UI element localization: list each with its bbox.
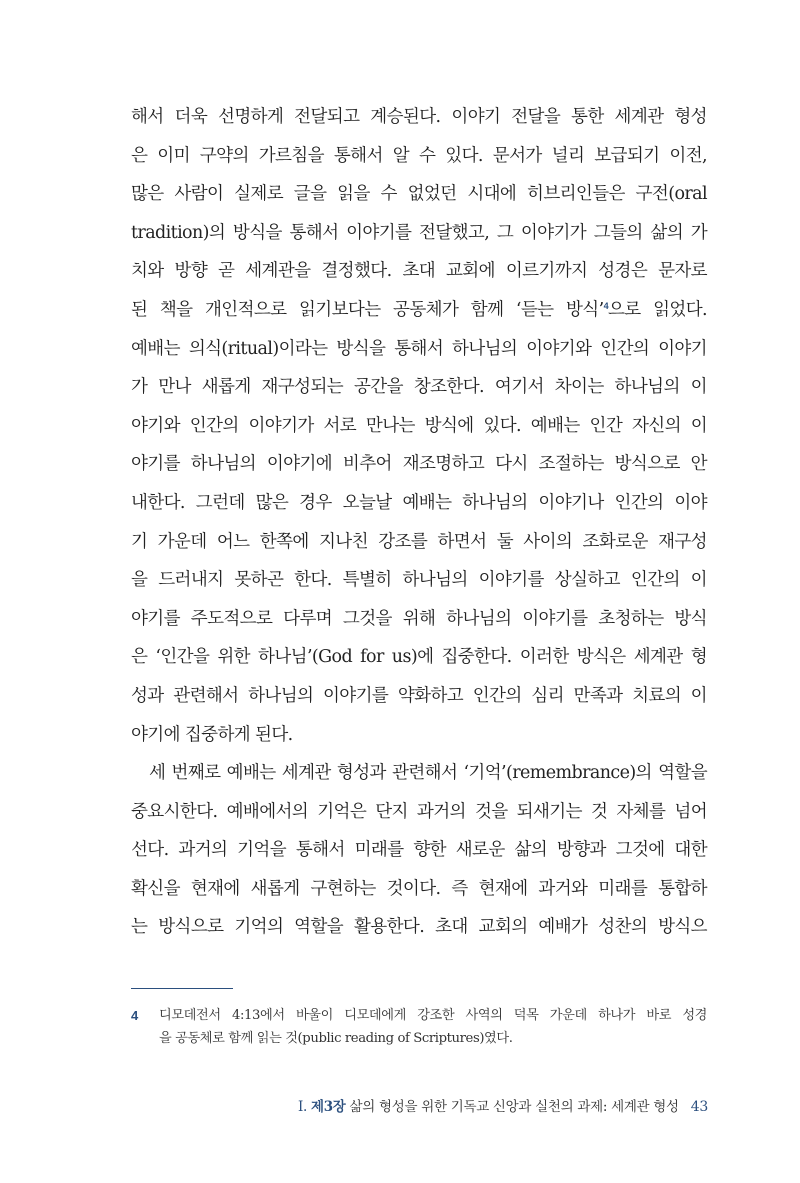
text-line: 치와 방향 곧 세계관을 결정했다. 초대 교회에 이르기까지 성경은 문자로 [131,261,707,282]
text-line: 기 가운데 어느 한쪽에 지나친 강조를 하면서 둘 사이의 조화로운 재구성 [131,531,707,552]
footer-chapter: 제3장 [310,1099,346,1115]
text-line: 해서 더욱 선명하게 전달되고 계승된다. 이야기 전달을 통한 세계관 형성 [131,107,707,127]
text-line: 야기를 하나님의 이야기에 비추어 재조명하고 다시 조절하는 방식으로 안 [131,454,707,475]
text-line: 예배는 의식(ritual)이라는 방식을 통해서 하나님의 이야기와 인간의 이야기 [131,338,707,359]
text-line: tradition)의 방식을 통해서 이야기를 전달했고, 그 이야기가 그들의 삶의 가 [131,222,707,243]
text-line: 많은 사람이 실제로 글을 읽을 수 없었던 시대에 히브리인들은 구전(oral [131,184,707,205]
text-line: 성과 관련해서 하나님의 이야기를 약화하고 인간의 심리 만족과 치료의 이 [131,685,707,706]
text-line: 세 번째로 예배는 세계관 형성과 관련해서 ‘기억’(remembrance)의 역할을 [149,763,707,784]
footnote-reference[interactable]: 4 [603,300,608,311]
text-line: 내한다. 그런데 많은 경우 오늘날 예배는 하나님의 이야기나 인간의 이야 [131,492,707,513]
text-line: 야기에 집중하게 된다. [131,724,293,745]
footnote-divider [131,988,233,989]
text-line: 을 드러내지 못하곤 한다. 특별히 하나님의 이야기를 상실하고 인간의 이 [131,570,707,591]
footnote-line: 디모데전서 4:13에서 바울이 디모데에게 강조한 사역의 덕목 가운데 하나가 바로 성경 [159,1008,707,1023]
text-line: 은 ‘인간을 위한 하나님’(God for us)에 집중한다. 이러한 방식은 세계관 형 [131,647,707,668]
text-line: 가 만나 새롭게 재구성되는 공간을 창조한다. 여기서 차이는 하나님의 이 [131,377,707,398]
text-line: 확신을 현재에 새롭게 구현하는 것이다. 즉 현재에 과거와 미래를 통합하 [131,878,707,899]
page-number: 43 [690,1099,708,1115]
text-segment: 된 책을 개인적으로 읽기보다는 공동체가 함께 ‘듣는 방식’ [131,299,604,320]
text-line-with-footnote [131,291,707,330]
footnote-number: 4 [131,1008,138,1023]
footnote-body [159,1004,707,1050]
footer-part: I. [297,1099,307,1115]
text-line: 은 이미 구약의 가르침을 통해서 알 수 있다. 문서가 널리 보급되기 이전, [131,145,707,166]
footer-title: 삶의 형성을 위한 기독교 신앙과 실천의 과제: 세계관 형성 [349,1099,679,1115]
text-line: 중요시한다. 예배에서의 기억은 단지 과거의 것을 되새기는 것 자체를 넘어 [131,801,707,822]
running-footer [298,1095,708,1115]
body-text [131,98,707,947]
text-line: 선다. 과거의 기억을 통해서 미래를 향한 새로운 삶의 방향과 그것에 대한 [131,840,707,861]
text-line: 는 방식으로 기억의 역할을 활용한다. 초대 교회의 예배가 성찬의 방식으 [131,917,707,938]
text-line: 야기와 인간의 이야기가 서로 만나는 방식에 있다. 예배는 인간 자신의 이 [131,415,707,436]
footnote [131,1004,707,1050]
text-line: 야기를 주도적으로 다루며 그것을 위해 하나님의 이야기를 초청하는 방식 [131,608,707,629]
footnote-line: 을 공동체로 함께 읽는 것(public reading of Scriptures)였다. [159,1031,513,1046]
text-segment: 으로 읽었다. [607,299,707,320]
